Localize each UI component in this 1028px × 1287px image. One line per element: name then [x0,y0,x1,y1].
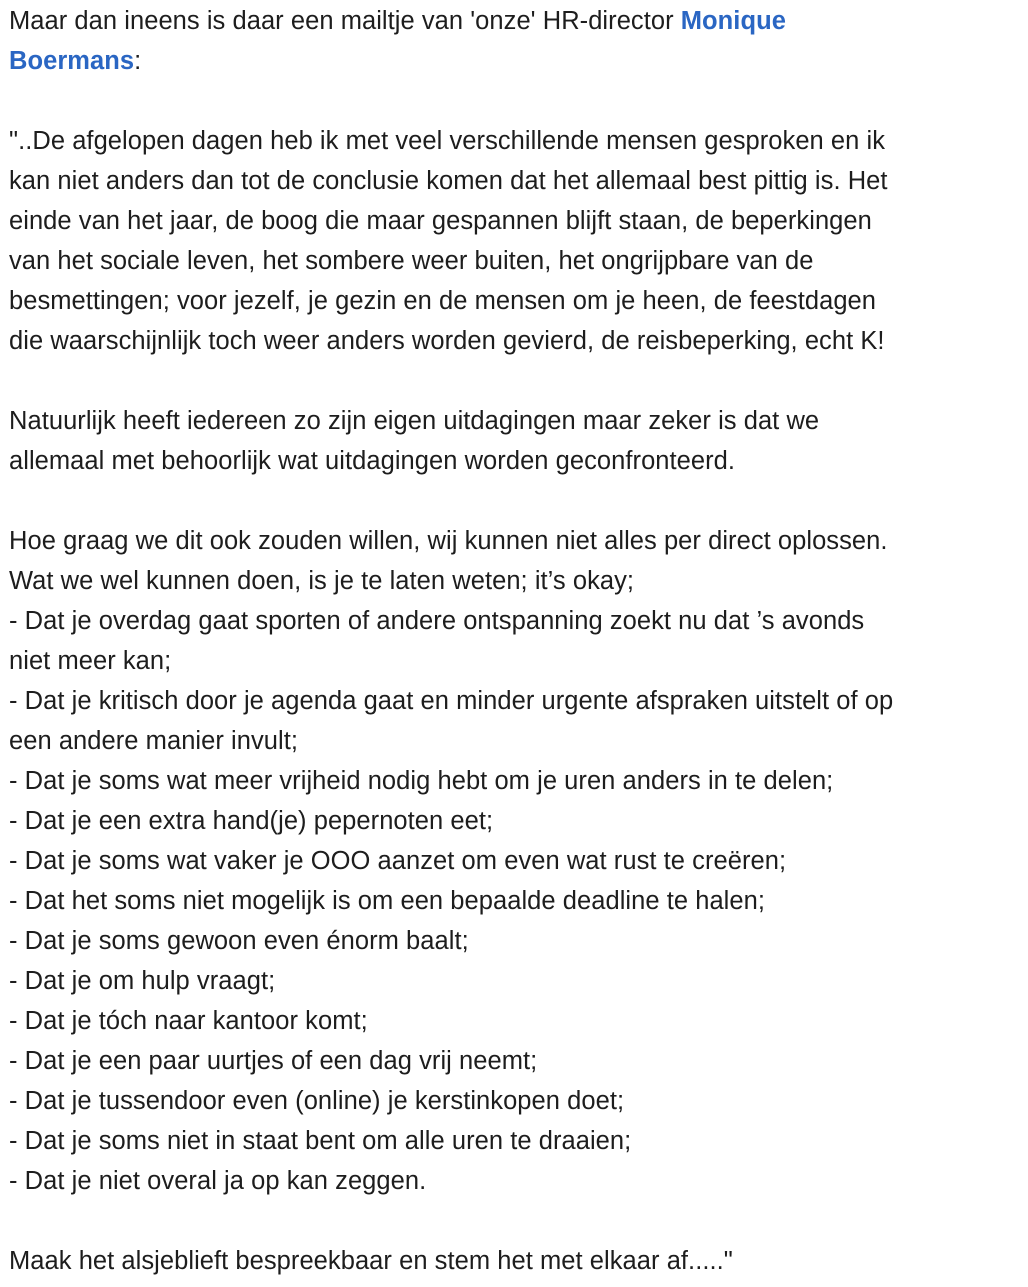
list-item: - Dat je soms wat vaker je OOO aanzet om even wat rust te creëren; [9,847,787,875]
paragraph-spacer [9,481,1028,521]
paragraph-challenges [9,401,1028,481]
list-item-continuation: niet meer kan; [9,647,172,675]
paragraph-line: Natuurlijk heeft iedereen zo zijn eigen uitdagingen maar zeker is dat we [9,407,820,435]
paragraph-line: Hoe graag we dit ook zouden willen, wij kunnen niet alles per direct oplossen. [9,527,888,555]
list-item: - Dat je om hulp vraagt; [9,967,276,995]
paragraph-line: kan niet anders dan tot de conclusie komen dat het allemaal best pittig is. Het [9,167,888,195]
paragraph-line: besmettingen; voor jezelf, je gezin en de mensen om je heen, de feestdagen [9,287,877,315]
list-item: - Dat je een paar uurtjes of een dag vrij neemt; [9,1047,538,1075]
list-item: - Dat je overdag gaat sporten of andere ontspanning zoekt nu dat ’s avonds [9,607,865,635]
paragraph-line: "..De afgelopen dagen heb ik met veel verschillende mensen gesproken en ik [9,127,886,155]
paragraph-spacer [9,81,1028,121]
intro-text: Maar dan ineens is daar een mailtje van 'onze' HR-director [9,7,681,35]
intro-line-1 [9,1,1028,41]
list-item: - Dat je niet overal ja op kan zeggen. [9,1167,427,1195]
list-item: - Dat je soms gewoon even énorm baalt; [9,927,469,955]
paragraph-spacer [9,361,1028,401]
list-item: - Dat het soms niet mogelijk is om een bepaalde deadline te halen; [9,887,765,915]
mention-link-last-name[interactable]: Boermans [9,47,135,75]
post-body [0,1,1028,1287]
list-item-continuation: een andere manier invult; [9,727,299,755]
intro-colon: : [134,47,142,75]
paragraph-line: einde van het jaar, de boog die maar gespannen blijft staan, de beperkingen [9,207,872,235]
list-item: - Dat je tóch naar kantoor komt; [9,1007,368,1035]
list-item: - Dat je een extra hand(je) pepernoten eet; [9,807,494,835]
paragraph-line: Wat we wel kunnen doen, is je te laten weten; it’s okay; [9,567,635,595]
list-item: - Dat je kritisch door je agenda gaat en minder urgente afspraken uitstelt of op [9,687,894,715]
list-item: - Dat je soms niet in staat bent om alle uren te draaien; [9,1127,632,1155]
mention-link-first-name[interactable]: Monique [680,7,786,35]
list-item: - Dat je soms wat meer vrijheid nodig hebt om je uren anders in te delen; [9,767,834,795]
paragraph-line: die waarschijnlijk toch weer anders worden gevierd, de reisbeperking, echt K! [9,327,885,355]
closing-line: Maak het alsjeblieft bespreekbaar en stem het met elkaar af....." [9,1247,733,1275]
paragraph-line: allemaal met behoorlijk wat uitdagingen worden geconfronteerd. [9,447,736,475]
list-item: - Dat je tussendoor even (online) je kerstinkopen doet; [9,1087,625,1115]
paragraph-line: van het sociale leven, het sombere weer buiten, het ongrijpbare van de [9,247,814,275]
paragraph-spacer [9,1201,1028,1241]
intro-line-2 [9,41,1028,81]
paragraph-its-okay-list [9,521,1028,1201]
paragraph-concerns [9,121,1028,361]
